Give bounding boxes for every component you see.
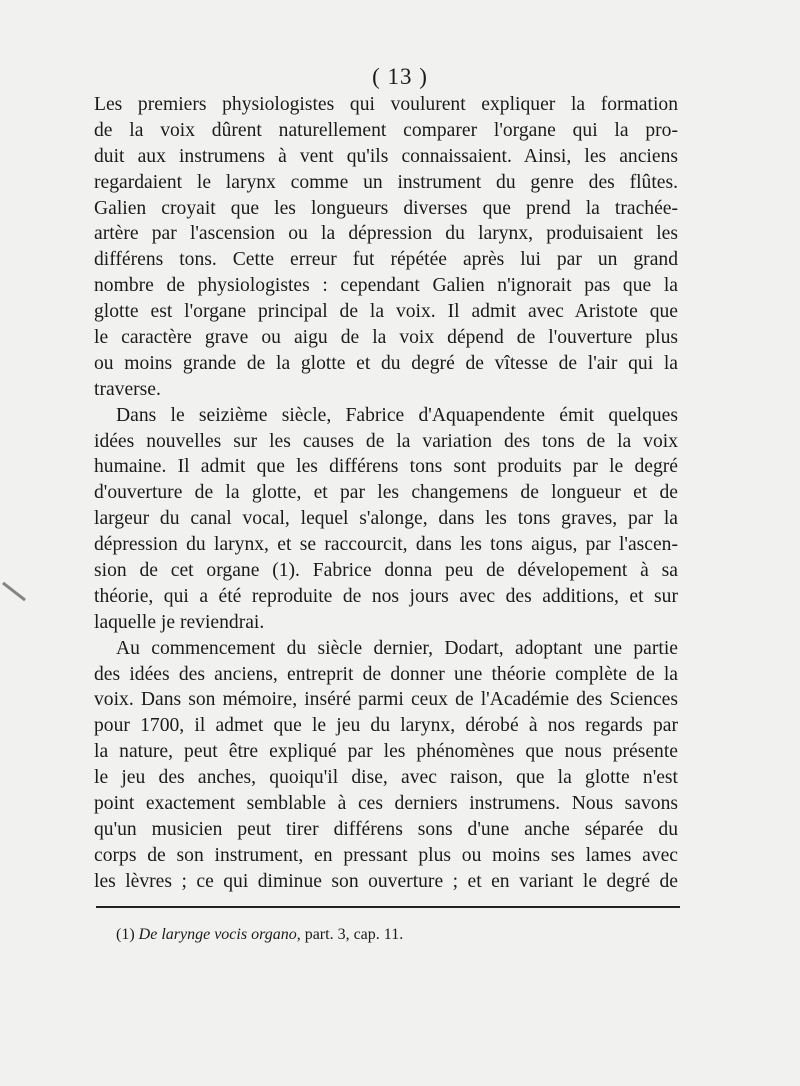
text-line: le caractère grave ou aigu de la voix dépend de l'ouverture plus <box>94 327 678 349</box>
text-line: Les premiers physiologistes qui voulurent expliquer la formation <box>94 94 678 115</box>
page-number: ( 13 ) <box>372 64 428 89</box>
text-line: voix. Dans son mémoire, inséré parmi ceux de l'Académie des Sciences <box>94 689 678 711</box>
text-line: artère par l'ascension ou la dépression du larynx, produisaient les <box>94 223 678 245</box>
text-line: glotte est l'organe principal de la voix. Il admit avec Aristote que <box>94 301 678 323</box>
text-line: point exactement semblable à ces derniers instrumens. Nous savons <box>94 793 678 815</box>
text-line: humaine. Il admit que les différens tons sont produits par le degré <box>94 456 678 478</box>
text-line: duit aux instrumens à vent qu'ils connaissaient. Ainsi, les anciens <box>94 145 678 167</box>
footnote-marker: (1) <box>116 926 135 943</box>
text-line: la nature, peut être expliqué par les phénomènes que nous présente <box>94 741 678 763</box>
text-line: théorie, qui a été reproduite de nos jours avec des additions, et sur <box>94 585 678 607</box>
footnote-reference: , part. 3, cap. 11. <box>296 926 404 943</box>
text-line: corps de son instrument, en pressant plus ou moins ses lames avec <box>94 844 678 866</box>
margin-mark <box>2 582 26 602</box>
text-line: de la voix dûrent naturellement comparer l'organe qui la pro- <box>94 119 678 141</box>
text-line: regardaient le larynx comme un instrument du genre des flûtes. <box>94 171 678 193</box>
text-line: laquelle je reviendrai. <box>94 611 265 633</box>
text-line: sion de cet organe (1). Fabrice donna peu de dévelopement à sa <box>94 560 678 582</box>
text-line: les lèvres ; ce qui diminue son ouverture ; et en variant le degré de <box>94 870 678 892</box>
text-line: des idées des anciens, entreprit de donner une théorie complète de la <box>94 663 678 685</box>
text-line: Dans le seizième siècle, Fabrice d'Aquapendente émit quelques <box>116 404 678 426</box>
text-line: traverse. <box>94 378 161 400</box>
footnote <box>116 924 676 946</box>
body-text <box>94 92 678 895</box>
text-line: largeur du canal vocal, lequel s'alonge, dans les tons graves, par la <box>94 508 678 530</box>
text-line: qu'un musicien peut tirer différens sons d'une anche séparée du <box>94 818 678 840</box>
text-line: différens tons. Cette erreur fut répétée après lui par un grand <box>94 249 678 271</box>
text-line: Galien croyait que les longueurs diverses que prend la trachée- <box>94 197 678 219</box>
footnote-title: De larynge vocis organo <box>138 926 297 943</box>
text-line: Au commencement du siècle dernier, Dodart, adoptant une partie <box>116 637 678 659</box>
text-line: d'ouverture de la glotte, et par les changemens de longueur et de <box>94 482 678 504</box>
text-line: nombre de physiologistes : cependant Galien n'ignorait pas que la <box>94 275 678 297</box>
text-line: idées nouvelles sur les causes de la variation des tons de la voix <box>94 430 678 452</box>
footnote-divider <box>96 906 680 908</box>
text-line: le jeu des anches, quoiqu'il dise, avec raison, que la glotte n'est <box>94 767 678 789</box>
text-line: pour 1700, il admet que le jeu du larynx, dérobé à nos regards par <box>94 715 678 737</box>
text-line: ou moins grande de la glotte et du degré de vîtesse de l'air qui la <box>94 352 678 374</box>
text-line: dépression du larynx, et se raccourcit, dans les tons aigus, par l'ascen- <box>94 534 678 556</box>
